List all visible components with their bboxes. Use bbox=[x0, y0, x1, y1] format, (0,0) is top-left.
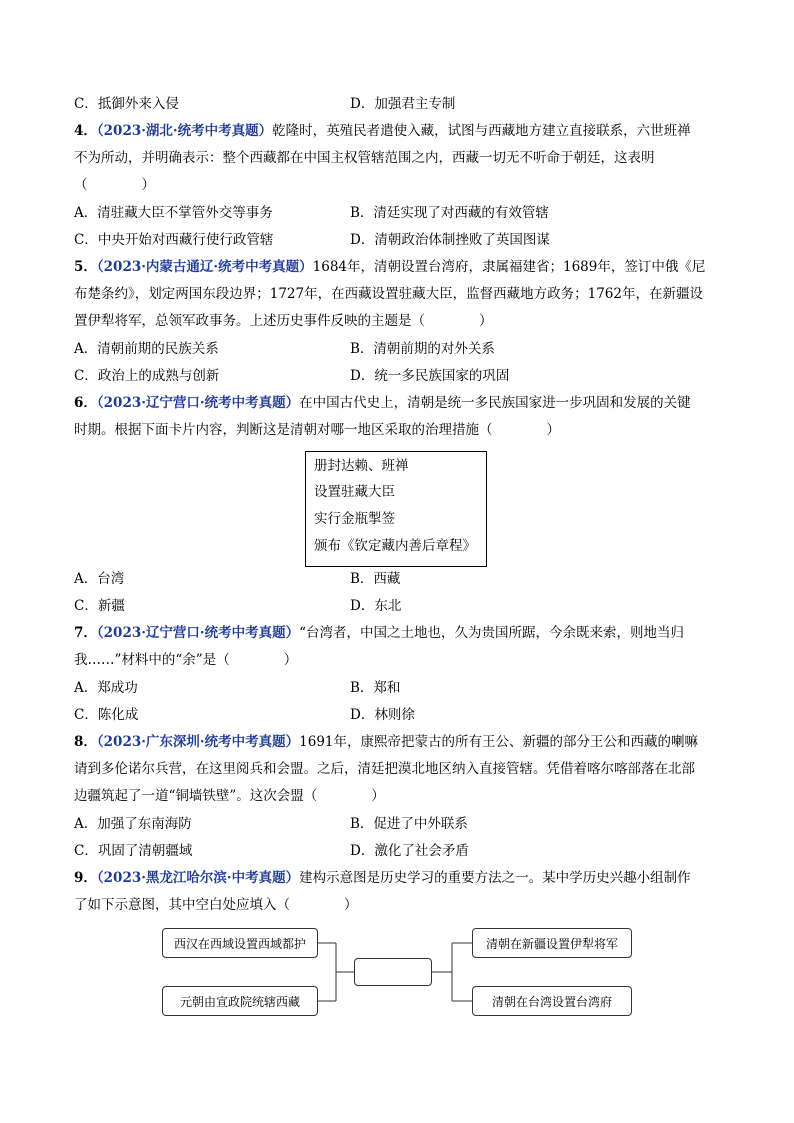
q8-option-a[interactable]: A．加强了东南海防 bbox=[74, 816, 192, 832]
q4-option-d[interactable]: D．清朝政治体制挫败了英国图谋 bbox=[350, 232, 550, 248]
q5-text-1: 1684年，清朝设置台湾府，隶属福建省；1689年，签订中俄《尼 bbox=[312, 259, 706, 275]
q9-box-right-top: 清朝在新疆设置伊犁将军 bbox=[472, 928, 632, 958]
q5-stem-line-2: 布楚条约》，划定两国东段边界；1727年，在西藏设置驻藏大臣，监督西藏地方政务；1762年，在新疆设 bbox=[74, 286, 703, 302]
q6-option-d[interactable]: D．东北 bbox=[350, 598, 402, 614]
q4-option-a[interactable]: A．清驻藏大臣不掌管外交等事务 bbox=[74, 205, 273, 221]
q4-option-c[interactable]: C．中央开始对西藏行使行政管辖 bbox=[74, 232, 274, 248]
q6-number: 6． bbox=[74, 395, 97, 411]
q6-text-1: 在中国古代史上，清朝是统一多民族国家进一步巩固和发展的关键 bbox=[299, 395, 691, 411]
q5-stem-line-3: 置伊犁将军，总领军政事务。上述历史事件反映的主题是（ ） bbox=[74, 313, 493, 329]
q3-option-c[interactable]: C．抵御外来入侵 bbox=[74, 96, 179, 112]
q6-option-c[interactable]: C．新疆 bbox=[74, 598, 125, 614]
q8-text-1: 1691年，康熙帝把蒙古的所有王公、新疆的部分王公和西藏的喇嘛 bbox=[299, 734, 698, 750]
q7-option-b[interactable]: B．郑和 bbox=[350, 680, 401, 696]
q3-option-d[interactable]: D．加强君主专制 bbox=[350, 96, 456, 112]
q7-option-c[interactable]: C．陈化成 bbox=[74, 707, 139, 723]
q6-card-line-1: 册封达赖、班禅 bbox=[314, 458, 409, 474]
q8-option-b[interactable]: B．促进了中外联系 bbox=[350, 816, 468, 832]
q6-source: （2023·辽宁营口·统考中考真题） bbox=[96, 395, 300, 411]
q4-option-b[interactable]: B．清廷实现了对西藏的有效管辖 bbox=[350, 205, 549, 221]
q6-card-line-2: 设置驻藏大臣 bbox=[314, 484, 395, 500]
q6-stem-line-2: 时期。根据下面卡片内容，判断这是清朝对哪一地区采取的治理措施（ ） bbox=[74, 422, 560, 438]
q5-option-b[interactable]: B．清朝前期的对外关系 bbox=[350, 341, 495, 357]
q9-stem-line-2: 了如下示意图，其中空白处应填入（ ） bbox=[74, 897, 358, 913]
q4-number: 4． bbox=[74, 123, 97, 139]
q5-option-c[interactable]: C．政治上的成熟与创新 bbox=[74, 368, 220, 384]
q8-number: 8． bbox=[74, 734, 97, 750]
q4-stem-line-3: （ ） bbox=[74, 177, 155, 193]
q9-number: 9． bbox=[74, 870, 97, 886]
q7-source: （2023·辽宁营口·统考中考真题） bbox=[96, 625, 300, 641]
q7-option-a[interactable]: A．郑成功 bbox=[74, 680, 138, 696]
q6-option-b[interactable]: B．西藏 bbox=[350, 571, 401, 587]
q8-option-c[interactable]: C．巩固了清朝疆域 bbox=[74, 843, 193, 859]
q9-source: （2023·黑龙江哈尔滨·中考真题） bbox=[96, 870, 300, 886]
q7-number: 7． bbox=[74, 625, 97, 641]
q8-stem-line-3: 边疆筑起了一道“铜墙铁壁”。这次会盟（ ） bbox=[74, 788, 385, 804]
q9-box-left-bottom: 元朝由宣政院统辖西藏 bbox=[162, 986, 318, 1016]
q4-text-1: 乾隆时，英殖民者遣使入藏，试图与西藏地方建立直接联系，六世班禅 bbox=[272, 123, 691, 139]
q8-stem-line-2: 请到多伦诺尔兵营，在这里阅兵和会盟。之后，清廷把漠北地区纳入直接管辖。凭借着喀尔喀部落在北部 bbox=[74, 761, 695, 777]
q9-box-left-top: 西汉在西域设置西域都护 bbox=[162, 928, 318, 958]
q8-source: （2023·广东深圳·统考中考真题） bbox=[96, 734, 300, 750]
q5-option-d[interactable]: D．统一多民族国家的巩固 bbox=[350, 368, 510, 384]
q6-card-line-4: 颁布《钦定藏内善后章程》 bbox=[314, 538, 476, 554]
q9-box-blank[interactable] bbox=[354, 958, 432, 986]
q7-stem-line-2: 我……”材料中的“余”是（ ） bbox=[74, 652, 298, 668]
q9-box-right-bottom: 清朝在台湾设置台湾府 bbox=[472, 986, 632, 1016]
q6-card-line-3: 实行金瓶掣签 bbox=[314, 511, 395, 527]
q7-text-1: “台湾者，中国之土地也，久为贵国所踞，今余既来索，则地当归 bbox=[299, 625, 685, 641]
q5-option-a[interactable]: A．清朝前期的民族关系 bbox=[74, 341, 219, 357]
q5-number: 5． bbox=[74, 259, 97, 275]
q4-stem-line-2: 不为所动，并明确表示：整个西藏都在中国主权管辖范围之内，西藏一切无不听命于朝廷，这表明 bbox=[74, 150, 655, 166]
q4-source: （2023·湖北·统考中考真题） bbox=[96, 123, 273, 139]
q6-option-a[interactable]: A．台湾 bbox=[74, 571, 125, 587]
q7-option-d[interactable]: D．林则徐 bbox=[350, 707, 415, 723]
q8-option-d[interactable]: D．激化了社会矛盾 bbox=[350, 843, 469, 859]
q9-text-1: 建构示意图是历史学习的重要方法之一。某中学历史兴趣小组制作 bbox=[299, 870, 691, 886]
q5-source: （2023·内蒙古通辽·统考中考真题） bbox=[96, 259, 313, 275]
